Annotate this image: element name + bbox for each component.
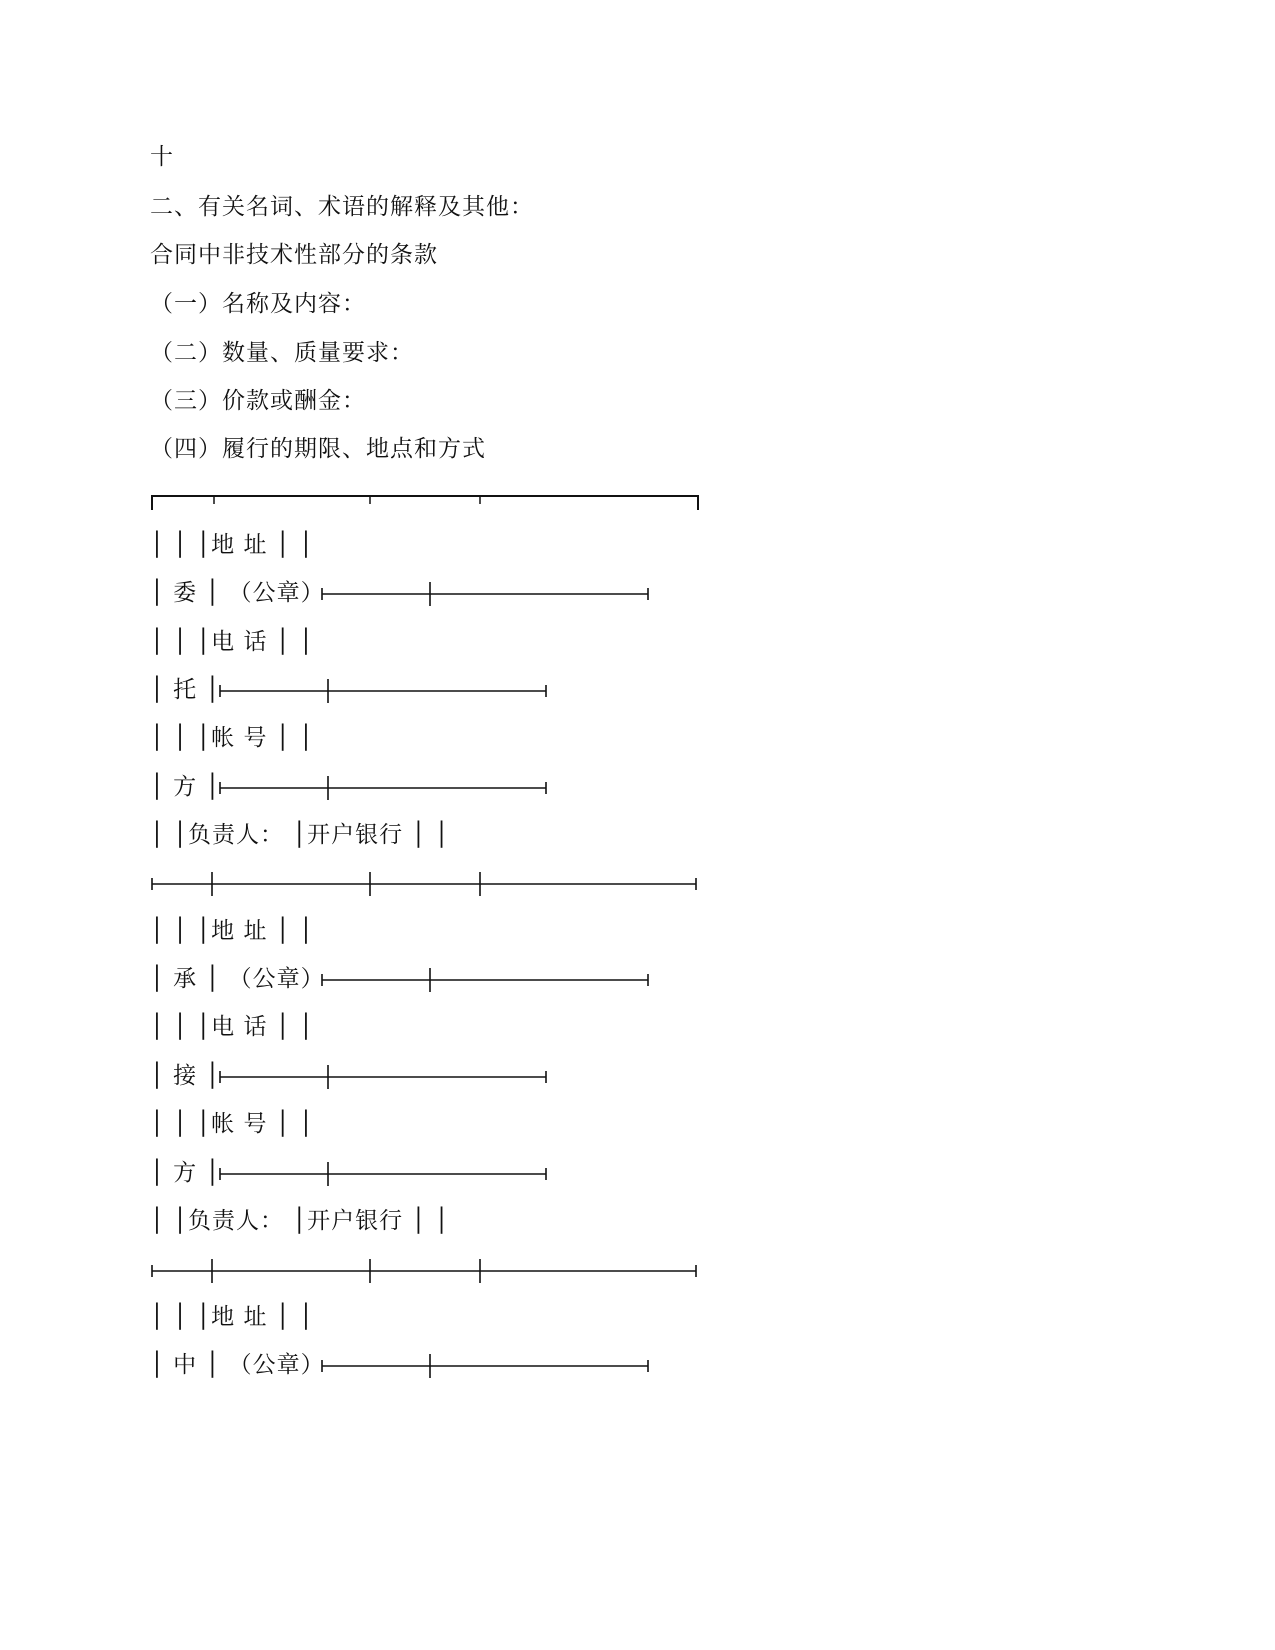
table-row-seal: │ 中 │ （公章） bbox=[150, 1352, 325, 1378]
section-number: 十 bbox=[150, 144, 174, 170]
table-rule bbox=[320, 964, 660, 994]
table-row-phone: │ │ │电 话 │ │ bbox=[150, 629, 314, 655]
table-row-party-char: │ 方 │ bbox=[150, 774, 221, 800]
table-row-manager: │ │负责人： │开户银行 │ │ bbox=[150, 822, 450, 848]
table-row-party-char: │ 接 │ bbox=[150, 1063, 221, 1089]
table-row-seal: │ 承 │ （公章） bbox=[150, 966, 325, 992]
table-row-address: │ │ │地 址 │ │ bbox=[150, 918, 314, 944]
table-divider bbox=[150, 1255, 710, 1285]
table-row-address: │ │ │地 址 │ │ bbox=[150, 1304, 314, 1330]
table-row-phone: │ │ │电 话 │ │ bbox=[150, 1014, 314, 1040]
table-rule bbox=[218, 675, 558, 705]
table-row-party-char: │ 方 │ bbox=[150, 1160, 221, 1186]
table-row-manager: │ │负责人： │开户银行 │ │ bbox=[150, 1208, 450, 1234]
table-rule bbox=[320, 1350, 660, 1380]
table-rule bbox=[218, 1061, 558, 1091]
table-rule bbox=[320, 578, 660, 608]
table-row-account: │ │ │帐 号 │ │ bbox=[150, 1111, 314, 1137]
table-rule bbox=[218, 772, 558, 802]
table-row-party-char: │ 托 │ bbox=[150, 677, 221, 703]
clause-2: （二）数量、质量要求： bbox=[150, 340, 414, 366]
subheading: 合同中非技术性部分的条款 bbox=[150, 242, 438, 268]
clause-3: （三）价款或酬金： bbox=[150, 388, 366, 414]
table-row-address: │ │ │地 址 │ │ bbox=[150, 532, 314, 558]
table-row-seal: │ 委 │ （公章） bbox=[150, 580, 325, 606]
table-divider bbox=[150, 868, 710, 898]
clause-4: （四）履行的期限、地点和方式 bbox=[150, 436, 486, 462]
section-heading: 二、有关名词、术语的解释及其他： bbox=[150, 194, 534, 220]
table-top-border bbox=[150, 488, 710, 518]
table-row-account: │ │ │帐 号 │ │ bbox=[150, 725, 314, 751]
table-rule bbox=[218, 1158, 558, 1188]
clause-1: （一）名称及内容： bbox=[150, 291, 366, 317]
